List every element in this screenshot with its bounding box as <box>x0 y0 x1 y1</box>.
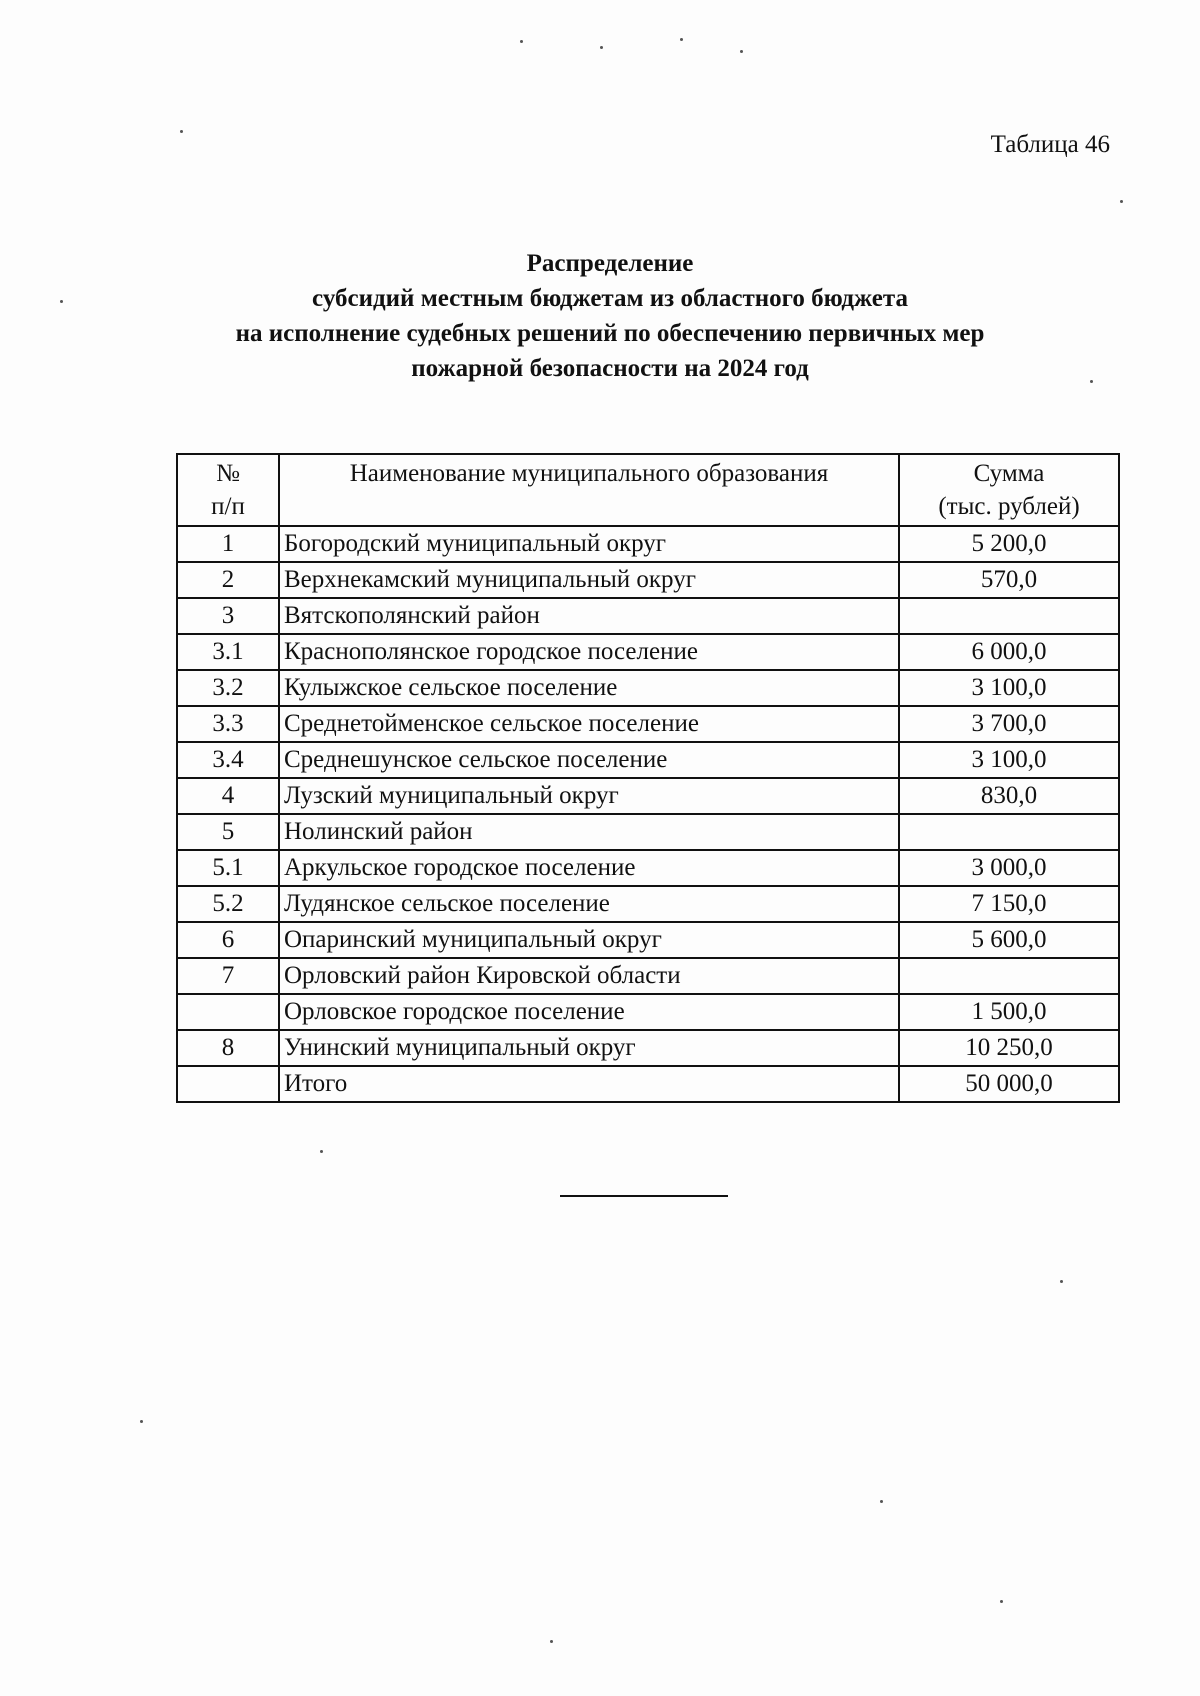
row-sum: 50 000,0 <box>899 1066 1119 1102</box>
row-sum: 3 000,0 <box>899 850 1119 886</box>
header-sum-line-2: (тыс. рублей) <box>938 493 1080 520</box>
row-name: Богородский муниципальный округ <box>279 526 899 562</box>
table-number-label: Таблица 46 <box>990 131 1110 158</box>
row-name: Кулыжское сельское поселение <box>279 670 899 706</box>
row-sum: 5 200,0 <box>899 526 1119 562</box>
header-name <box>279 454 899 526</box>
scan-speck <box>140 1420 143 1423</box>
row-number: 6 <box>177 922 279 958</box>
scan-speck <box>520 40 523 43</box>
row-name: Вятскополянский район <box>279 598 899 634</box>
row-sum: 1 500,0 <box>899 994 1119 1030</box>
heading-line-4: пожарной безопасности на 2024 год <box>411 355 809 382</box>
header-number-line-1: № <box>216 460 240 487</box>
row-number: 5.1 <box>177 850 279 886</box>
subsidy-table <box>176 453 1120 1103</box>
row-name: Верхнекамский муниципальный округ <box>279 562 899 598</box>
scan-speck <box>740 50 743 53</box>
row-name: Краснополянское городское поселение <box>279 634 899 670</box>
table-row <box>177 922 1119 958</box>
row-sum: 5 600,0 <box>899 922 1119 958</box>
table-row <box>177 850 1119 886</box>
row-sum <box>899 598 1119 634</box>
row-name: Унинский муниципальный округ <box>279 1030 899 1066</box>
row-number: 3.4 <box>177 742 279 778</box>
scan-speck <box>1000 1600 1003 1603</box>
row-name: Опаринский муниципальный округ <box>279 922 899 958</box>
scan-speck <box>1120 200 1123 203</box>
header-sum <box>899 454 1119 526</box>
row-number <box>177 1066 279 1102</box>
table-header-row <box>177 454 1119 526</box>
row-sum: 830,0 <box>899 778 1119 814</box>
row-number: 2 <box>177 562 279 598</box>
row-sum: 6 000,0 <box>899 634 1119 670</box>
scan-speck <box>680 38 683 41</box>
row-name: Лузский муниципальный округ <box>279 778 899 814</box>
row-sum <box>899 958 1119 994</box>
table-row <box>177 1030 1119 1066</box>
row-sum: 7 150,0 <box>899 886 1119 922</box>
scan-speck <box>880 1500 883 1503</box>
table-row <box>177 778 1119 814</box>
table-row <box>177 958 1119 994</box>
row-sum: 10 250,0 <box>899 1030 1119 1066</box>
header-sum-line-1: Сумма <box>973 460 1045 487</box>
row-sum: 570,0 <box>899 562 1119 598</box>
row-name: Лудянское сельское поселение <box>279 886 899 922</box>
row-sum: 3 700,0 <box>899 706 1119 742</box>
row-sum <box>899 814 1119 850</box>
row-number <box>177 994 279 1030</box>
row-number: 3.3 <box>177 706 279 742</box>
heading-line-3: на исполнение судебных решений по обеспечению первичных мер <box>235 320 985 347</box>
row-number: 3.2 <box>177 670 279 706</box>
table-row <box>177 886 1119 922</box>
table-row <box>177 814 1119 850</box>
row-number: 3 <box>177 598 279 634</box>
header-name-text: Наименование муниципального образования <box>349 460 829 487</box>
row-number: 3.1 <box>177 634 279 670</box>
row-number: 1 <box>177 526 279 562</box>
scan-speck <box>1090 380 1093 383</box>
row-name: Итого <box>279 1066 899 1102</box>
table-row <box>177 706 1119 742</box>
row-number: 4 <box>177 778 279 814</box>
scan-speck <box>320 1150 323 1153</box>
row-sum: 3 100,0 <box>899 670 1119 706</box>
heading-line-2: субсидий местным бюджетам из областного бюджета <box>312 285 908 312</box>
table-row <box>177 562 1119 598</box>
table-row <box>177 742 1119 778</box>
scan-speck <box>1060 1280 1063 1283</box>
scan-speck <box>180 130 183 133</box>
table-total-row <box>177 1066 1119 1102</box>
document-heading <box>150 246 1070 386</box>
scan-speck <box>550 1640 553 1643</box>
row-name: Среднетойменское сельское поселение <box>279 706 899 742</box>
table-row <box>177 670 1119 706</box>
table-row <box>177 634 1119 670</box>
closing-divider <box>560 1195 728 1197</box>
row-name: Орловский район Кировской области <box>279 958 899 994</box>
row-number: 8 <box>177 1030 279 1066</box>
row-name: Орловское городское поселение <box>279 994 899 1030</box>
header-number-line-2: п/п <box>211 493 245 520</box>
row-number: 5.2 <box>177 886 279 922</box>
header-number <box>177 454 279 526</box>
row-number: 7 <box>177 958 279 994</box>
table-row <box>177 526 1119 562</box>
row-name: Нолинский район <box>279 814 899 850</box>
heading-line-1: Распределение <box>526 250 694 277</box>
row-sum: 3 100,0 <box>899 742 1119 778</box>
table-row <box>177 994 1119 1030</box>
row-number: 5 <box>177 814 279 850</box>
scan-speck <box>600 46 603 49</box>
scan-speck <box>60 300 63 303</box>
row-name: Среднешунское сельское поселение <box>279 742 899 778</box>
row-name: Аркульское городское поселение <box>279 850 899 886</box>
table-row <box>177 598 1119 634</box>
